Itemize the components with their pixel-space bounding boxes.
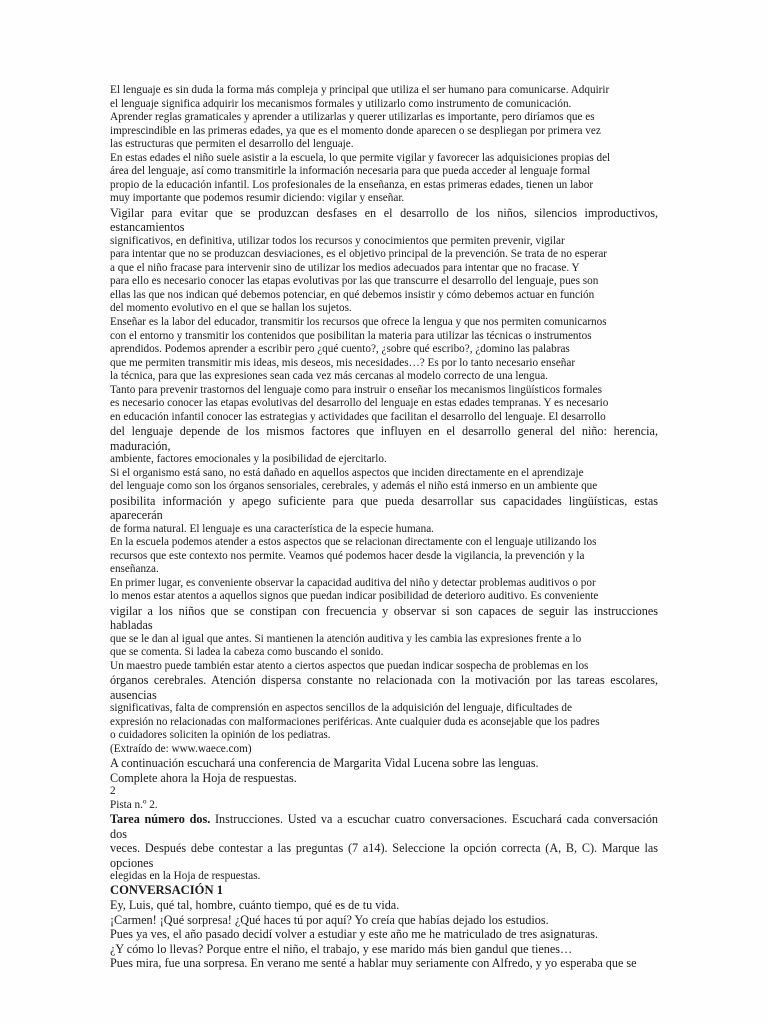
text-line: área del lenguaje, así como transmitirle la información necesaria para que pueda acceder al lenguaje formal <box>110 165 591 178</box>
text-line: (Extraído de: www.waece.com) <box>110 742 252 755</box>
text-line: expresión no relacionadas con malformaciones periféricas. Ante cualquier duda es aconsejable que los padres <box>110 715 600 728</box>
conversation-heading: CONVERSACIÓN 1 <box>110 883 224 898</box>
text-line: En estas edades el niño suele asistir a la escuela, lo que permite vigilar y favorecer las adquisiciones propias del <box>110 151 611 164</box>
text-line: muy importante que podemos resumir diciendo: vigilar y enseñar. <box>110 192 405 205</box>
text-line: el lenguaje significa adquirir los mecanismos formales y utilizarlo como instrumento de comunicación. <box>110 97 572 110</box>
text-line: que se comenta. Si ladea la cabeza como buscando el sonido. <box>110 646 384 659</box>
text-line: que se le dan al igual que antes. Si mantienen la atención auditiva y les cambia las expresiones frente a lo <box>110 632 582 645</box>
text-line: opciones <box>110 855 154 870</box>
text-line: las estructuras que permiten el desarrollo del lenguaje. <box>110 138 354 151</box>
text-line: A continuación escuchará una conferencia de Margarita Vidal Lucena sobre las lenguas. <box>110 756 539 771</box>
text-line: en educación infantil conocer las estrategias y actividades que facilitan el desarrollo del lenguaje. El desarrollo <box>110 410 606 423</box>
text-line: o cuidadores soliciten la opinión de los pediatras. <box>110 729 331 742</box>
text-line: del lenguaje depende de los mismos factores que influyen en el desarrollo general del niño: herencia, <box>110 424 658 439</box>
text-line: ¿Y cómo lo llevas? Porque entre el niño, el trabajo, y ese marido más bien gandul que tienes… <box>110 941 573 956</box>
text-line: enseñanza. <box>110 563 159 576</box>
text-line: de forma natural. El lenguaje es una característica de la especie humana. <box>110 522 434 535</box>
text-line: dos <box>110 826 127 841</box>
text-line: a que el niño fracase para intervenir sino de utilizar los medios adecuados para intentar que no fracase. Y <box>110 261 580 274</box>
text-line: significativas, falta de comprensión en aspectos sencillos de la adquisición del lenguaje, dificultades de <box>110 702 572 715</box>
text-line: Enseñar es la labor del educador, transmitir los recursos que ofrece la lengua y que nos permiten comunicarnos <box>110 316 607 329</box>
text-line: es necesario conocer las etapas evolutivas del desarrollo del lenguaje en estas edades tempranas. Y es necesario <box>110 397 609 410</box>
text-line: ausencias <box>110 687 157 702</box>
text-line: propio de la educación infantil. Los profesionales de la enseñanza, en estas primeras edades, tienen un labor <box>110 178 594 191</box>
text-line: aprendidos. Podemos aprender a escribir pero ¿qué cuento?, ¿sobre qué escribo?, ¿domino las palabras <box>110 343 570 356</box>
text-line: lo menos estar atentos a aquellos signos que puedan indicar posibilidad de deterioro auditivo. Es conveniente <box>110 590 599 603</box>
text-line: que me permiten transmitir mis ideas, mis deseos, mis necesidades…? Es por lo tanto necesario enseñar <box>110 356 576 369</box>
text-line: ambiente, factores emocionales y la posibilidad de ejercitarlo. <box>110 453 387 466</box>
text-line: ellas las que nos indican qué debemos potenciar, en qué debemos insistir y cómo debemos actuar en función <box>110 288 595 301</box>
text-line: significativos, en definitiva, utilizar todos los recursos y conocimientos que permiten prevenir, vigilar <box>110 234 565 247</box>
text-line: veces. Después debe contestar a las preguntas (7 a14). Seleccione la opción correcta (A, B, C). Marque las <box>110 841 658 856</box>
text-line: del lenguaje como son los órganos sensoriales, cerebrales, y además el niño está inmerso en un ambiente que <box>110 480 598 493</box>
text-line: Complete ahora la Hoja de respuestas. <box>110 770 297 785</box>
text-line: vigilar a los niños que se constipan con frecuencia y observar si son capaces de seguir las instrucciones <box>110 603 658 618</box>
text-line: Tanto para prevenir trastornos del lenguaje como para instruir o enseñar los mecanismos lingüísticos formales <box>110 383 602 396</box>
text-line: Aprender reglas gramaticales y aprender a utilizarlas y querer utilizarlas es importante, pero diríamos que es <box>110 111 595 124</box>
text-line: recursos que este contexto nos permite. Veamos qué podemos hacer desde la vigilancia, la prevención y la <box>110 549 585 562</box>
text-line: Pues ya ves, el año pasado decidí volver a estudiar y este año me he matriculado de tres asignaturas. <box>110 927 599 942</box>
text-line: Pista n.º 2. <box>110 798 158 811</box>
task-title: Tarea número dos. <box>110 812 211 827</box>
text-line: estancamientos <box>110 220 185 235</box>
text-line: Si el organismo está sano, no está dañado en aquellos aspectos que inciden directamente en el aprendizaje <box>110 466 584 479</box>
text-line: elegidas en la Hoja de respuestas. <box>110 869 261 882</box>
text-line: habladas <box>110 618 153 633</box>
text-line <box>110 812 658 826</box>
text-line: Un maestro puede también estar atento a ciertos aspectos que puedan indicar sospecha de problemas en los <box>110 659 589 672</box>
text-line: En la escuela podemos atender a estos aspectos que se relacionan directamente con el lenguaje utilizando los <box>110 536 597 549</box>
text-line: Pues mira, fue una sorpresa. En verano me senté a hablar muy seriamente con Alfredo, y yo esperaba que se <box>110 956 637 971</box>
text-line: posibilita información y apego suficiente para que pueda desarrollar sus capacidades lingüísticas, estas <box>110 493 658 508</box>
document-text <box>110 84 658 971</box>
text-line: imprescindible en las primeras edades, ya que es el momento donde aparecen o se despliegan por primera vez <box>110 124 601 137</box>
text-line: del momento evolutivo en el que se hallan los sujetos. <box>110 302 352 315</box>
text-line: aparecerán <box>110 508 163 523</box>
text-line: órganos cerebrales. Atención dispersa constante no relacionada con la motivación por las tareas escolares, <box>110 673 658 688</box>
text-line: para intentar que no se produzcan desviaciones, es el objetivo principal de la prevención. Se trata de no esperar <box>110 248 608 261</box>
text-line: ¡Carmen! ¡Qué sorpresa! ¿Qué haces tú por aquí? Yo creía que habías dejado los estudios. <box>110 912 549 927</box>
text-line: para ello es necesario conocer las etapas evolutivas por las que transcurre el desarrollo del lenguaje, pues son <box>110 275 599 288</box>
text-line: El lenguaje es sin duda la forma más compleja y principal que utiliza el ser humano para comunicarse. Adquirir <box>110 84 610 96</box>
text-line: Vigilar para evitar que se produzcan desfases en el desarrollo de los niños, silencios improductivos, <box>110 205 658 220</box>
text-line: En primer lugar, es conveniente observar la capacidad auditiva del niño y detectar problemas auditivos o por <box>110 576 596 589</box>
text-line: con el entorno y transmitir los contenidos que posibilitan la materia para utilizar las técnicas o instrumentos <box>110 329 592 342</box>
text-line: la técnica, para que las expresiones sean cada vez más cercanas al modelo correcto de una lengua. <box>110 370 548 383</box>
text-line: maduración, <box>110 438 171 453</box>
text-line: 2 <box>110 785 116 798</box>
task-instructions: Instrucciones. Usted va a escuchar cuatro conversaciones. Escuchará cada conversación <box>210 812 658 827</box>
text-line: Ey, Luis, qué tal, hombre, cuánto tiempo, qué es de tu vida. <box>110 898 400 913</box>
